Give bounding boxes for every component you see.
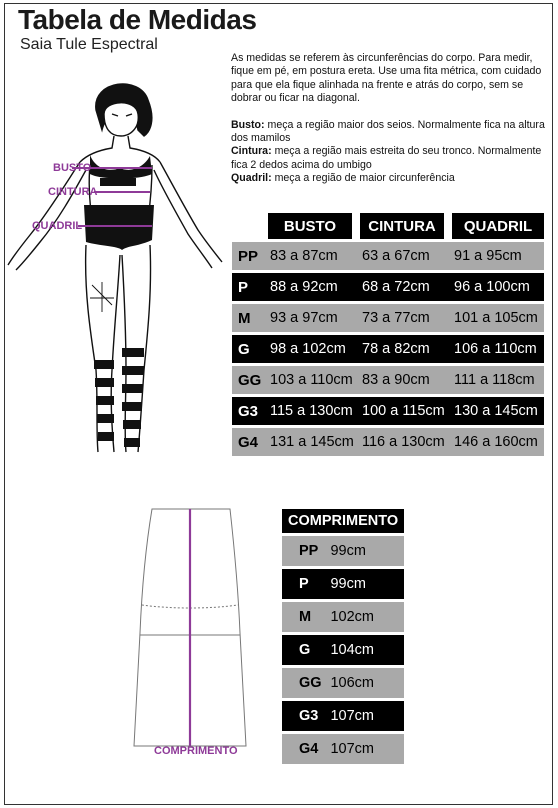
size-cell: G [232,332,268,363]
size-cell: G3 [282,698,329,731]
label-busto: BUSTO [53,162,92,174]
size-cell: P [232,270,268,301]
table-row [282,731,404,764]
quadril-cell: 106 a 110cm [452,332,544,363]
header-quadril: QUADRIL [452,213,544,239]
table-row [232,425,544,456]
busto-cell: 131 a 145cm [268,425,360,456]
cintura-cell: 116 a 130cm [360,425,452,456]
busto-cell: 93 a 97cm [268,301,360,332]
length-cell: 102cm [329,599,404,632]
instructions-intro: As medidas se referem às circunferências do corpo. Para medir, fique em pé, em postura ereta. Use uma fita métrica, com cuidado para que ela fique alinhada na frente e atrás do corpo, sem se dobrar ou ficar na diagonal. [231,52,542,105]
header-comprimento: COMPRIMENTO [282,509,404,533]
body-illustration [0,70,230,460]
header-cintura: CINTURA [360,213,444,239]
instructions [231,52,546,186]
busto-cell: 115 a 130cm [268,394,360,425]
length-cell: 104cm [329,632,404,665]
size-cell: GG [232,363,268,394]
length-cell: 99cm [329,533,404,566]
length-cell: 106cm [329,665,404,698]
length-cell: 107cm [329,731,404,764]
instruction-cintura: Cintura: meça a região mais estreita do seu tronco. Normalmente fica 2 dedos acima do umbigo [231,145,542,171]
size-cell: M [232,301,268,332]
busto-cell: 88 a 92cm [268,270,360,301]
header-busto: BUSTO [268,213,352,239]
cintura-cell: 83 a 90cm [360,363,452,394]
skirt-illustration [130,505,250,750]
size-cell: M [282,599,329,632]
table-row [232,301,544,332]
table-row [232,332,544,363]
table-row [282,665,404,698]
body-size-table [232,213,544,456]
quadril-cell: 111 a 118cm [452,363,544,394]
table-row [232,239,544,270]
quadril-cell: 101 a 105cm [452,301,544,332]
quadril-cell: 130 a 145cm [452,394,544,425]
label-cintura: CINTURA [48,186,98,198]
table-row [282,698,404,731]
label-comprimento: COMPRIMENTO [154,745,238,757]
header-spacer [232,213,268,239]
page-title: Tabela de Medidas [18,4,257,35]
quadril-cell: 91 a 95cm [452,239,544,270]
page-subtitle: Saia Tule Espectral [20,36,158,53]
table-row [282,566,404,599]
busto-cell: 98 a 102cm [268,332,360,363]
table-row [282,599,404,632]
length-table [282,509,404,764]
busto-cell: 83 a 87cm [268,239,360,270]
size-cell: G3 [232,394,268,425]
size-cell: PP [282,533,329,566]
size-cell: G [282,632,329,665]
cintura-cell: 68 a 72cm [360,270,452,301]
busto-cell: 103 a 110cm [268,363,360,394]
size-cell: G4 [232,425,268,456]
table-row [232,394,544,425]
size-cell: P [282,566,329,599]
table-row [232,363,544,394]
length-cell: 99cm [329,566,404,599]
label-quadril: QUADRIL [32,220,83,232]
cintura-cell: 73 a 77cm [360,301,452,332]
instruction-busto: Busto: meça a região maior dos seios. Normalmente fica na altura dos mamilos [231,118,545,145]
table-row [282,533,404,566]
instruction-quadril: Quadril: meça a região de maior circunferência [231,172,455,185]
cintura-cell: 63 a 67cm [360,239,452,270]
size-cell: PP [232,239,268,270]
size-cell: GG [282,665,329,698]
size-cell: G4 [282,731,329,764]
length-cell: 107cm [329,698,404,731]
cintura-cell: 78 a 82cm [360,332,452,363]
table-row [232,270,544,301]
table-row [282,632,404,665]
quadril-cell: 96 a 100cm [452,270,544,301]
cintura-cell: 100 a 115cm [360,394,452,425]
quadril-cell: 146 a 160cm [452,425,544,456]
